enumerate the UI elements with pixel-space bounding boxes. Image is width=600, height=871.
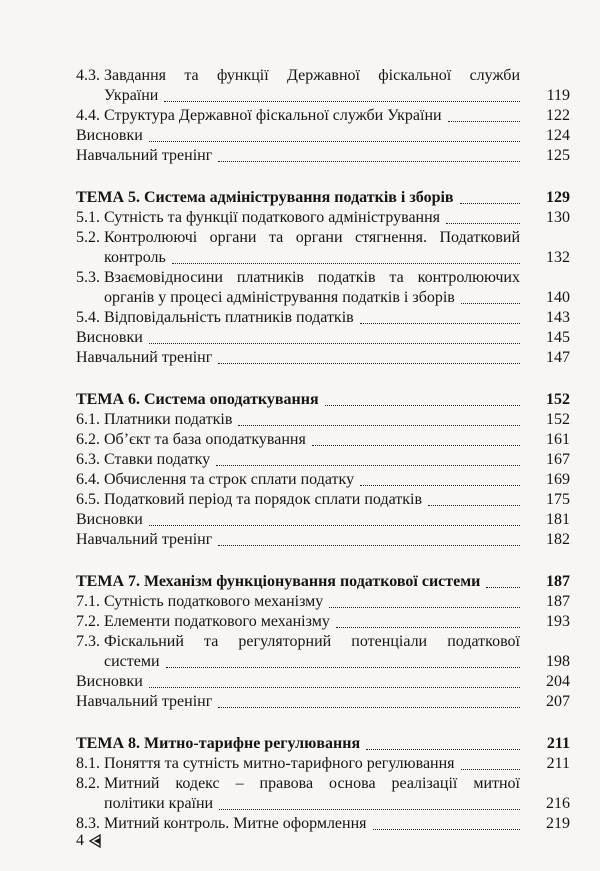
toc-entry-line	[76, 754, 570, 774]
toc-entry-line	[76, 794, 570, 814]
table-of-contents	[76, 66, 570, 834]
toc-entry-title: Висновки	[76, 329, 143, 346]
toc-entry-line	[76, 308, 570, 328]
toc-entry-title: Митний кодекс – правова основа реалізації митної	[104, 775, 520, 792]
dot-leader	[149, 141, 520, 142]
toc-topic-title: ТЕМА 7. Механізм функціонування податкової системи	[76, 573, 481, 590]
dot-leader	[166, 667, 520, 668]
toc-entry-title: Навчальний тренінг	[76, 693, 213, 710]
toc-entry-title-continued: України	[104, 87, 159, 104]
toc-entry-title: Платники податків	[104, 411, 233, 428]
dot-leader	[218, 545, 520, 546]
toc-entry	[76, 530, 570, 550]
dot-leader	[164, 101, 520, 102]
toc-entry	[76, 470, 570, 490]
toc-page-number: 198	[546, 653, 570, 670]
toc-page-number: 145	[546, 329, 570, 346]
dot-leader	[149, 343, 520, 344]
toc-entry-line	[76, 692, 570, 712]
toc-page-number: 211	[546, 755, 570, 772]
dot-leader	[218, 161, 520, 162]
toc-entry-title: Навчальний тренінг	[76, 349, 213, 366]
toc-entry	[76, 66, 570, 106]
dot-leader	[461, 303, 520, 304]
toc-entry-line	[76, 470, 570, 490]
toc-entry-line	[76, 672, 570, 692]
toc-entry-line	[76, 188, 570, 208]
dot-leader	[446, 223, 520, 224]
toc-entry-number: 8.3.	[76, 815, 100, 832]
toc-entry-title: Об’єкт та база оподаткування	[104, 431, 306, 448]
toc-entry-line	[76, 572, 570, 592]
toc-entry-line	[76, 530, 570, 550]
toc-entry	[76, 592, 570, 612]
toc-entry-line	[76, 146, 570, 166]
toc-entry-number: 4.4.	[76, 107, 100, 124]
toc-entry	[76, 208, 570, 228]
toc-entry-line	[76, 814, 570, 834]
toc-page-number: 211	[546, 735, 570, 752]
toc-entry-number: 5.1.	[76, 209, 100, 226]
toc-entry-title: Митний контроль. Митне оформлення	[104, 815, 367, 832]
toc-entry-number: 6.1.	[76, 411, 100, 428]
toc-entry	[76, 390, 570, 410]
toc-entry-title: Навчальний тренінг	[76, 147, 213, 164]
toc-page-number: 130	[546, 209, 570, 226]
dot-leader	[172, 263, 520, 264]
toc-entry-line	[76, 774, 570, 794]
toc-entry-line	[76, 390, 570, 410]
toc-entry-number: 7.1.	[76, 593, 100, 610]
toc-entry-line	[76, 208, 570, 228]
toc-entry-number: 7.2.	[76, 613, 100, 630]
toc-topic-title: ТЕМА 5. Система адміністрування податків і зборів	[76, 189, 454, 206]
dot-leader	[149, 525, 520, 526]
toc-entry	[76, 572, 570, 592]
toc-entry-title: Елементи податкового механізму	[104, 613, 330, 630]
dot-leader	[218, 363, 520, 364]
toc-entry-number: 6.3.	[76, 451, 100, 468]
dot-leader	[360, 485, 520, 486]
toc-entry-number: 7.3.	[76, 633, 100, 650]
toc-entry	[76, 126, 570, 146]
toc-entry	[76, 268, 570, 308]
toc-page-number: 122	[546, 107, 570, 124]
toc-page-number: 124	[546, 127, 570, 144]
dot-leader	[238, 425, 520, 426]
toc-entry	[76, 450, 570, 470]
toc-entry-title: Завдання та функції Державної фіскальної служби	[104, 67, 520, 84]
toc-entry-title: Обчислення та строк сплати податку	[104, 471, 355, 488]
page-footer	[76, 832, 102, 850]
dot-leader	[428, 505, 520, 506]
dot-leader	[360, 323, 520, 324]
toc-entry-title-continued: політики країни	[104, 795, 214, 812]
toc-entry-title-continued: органів у процесі адміністрування податків і зборів	[104, 289, 455, 306]
toc-page-number: 169	[546, 471, 570, 488]
toc-entry	[76, 510, 570, 530]
dot-leader	[366, 749, 520, 750]
toc-page-number: 152	[546, 391, 570, 408]
toc-entry-number: 6.2.	[76, 431, 100, 448]
toc-entry-number: 4.3.	[76, 67, 100, 84]
toc-entry-number: 5.3.	[76, 269, 100, 286]
toc-entry-line	[76, 268, 570, 288]
toc-entry	[76, 430, 570, 450]
toc-page-number: 175	[546, 491, 570, 508]
toc-entry-line	[76, 450, 570, 470]
toc-entry-line	[76, 86, 570, 106]
toc-entry-title: Сутність та функції податкового адміністрування	[104, 209, 441, 226]
toc-entry-number: 6.4.	[76, 471, 100, 488]
toc-entry-line	[76, 490, 570, 510]
toc-entry-line	[76, 248, 570, 268]
dot-leader	[219, 809, 520, 810]
toc-entry-line	[76, 288, 570, 308]
toc-entry	[76, 146, 570, 166]
toc-page-number: 125	[546, 147, 570, 164]
toc-entry-title: Фіскальний та регуляторний потенціали податкової	[104, 633, 520, 650]
toc-entry-title-continued: контроль	[104, 249, 166, 266]
dot-leader	[329, 607, 520, 608]
toc-entry	[76, 490, 570, 510]
toc-page-number: 216	[546, 795, 570, 812]
toc-page-number: 187	[546, 573, 570, 590]
triangle-arrow-icon	[88, 834, 102, 848]
toc-entry-line	[76, 348, 570, 368]
toc-page-number: 193	[546, 613, 570, 630]
toc-page-number: 129	[546, 189, 570, 206]
toc-page-number: 119	[546, 87, 570, 104]
toc-page-number: 161	[546, 431, 570, 448]
toc-entry	[76, 188, 570, 208]
toc-entry	[76, 328, 570, 348]
toc-entry-title: Ставки податку	[104, 451, 211, 468]
dot-leader	[373, 829, 520, 830]
toc-entry-title: Структура Державної фіскальної служби України	[104, 107, 442, 124]
toc-page-number: 152	[546, 411, 570, 428]
toc-entry-line	[76, 126, 570, 146]
toc-entry-line	[76, 106, 570, 126]
toc-entry-number: 6.5.	[76, 491, 100, 508]
toc-entry-title: Контролюючі органи та органи стягнення. Податковий	[104, 229, 520, 246]
dot-leader	[325, 405, 520, 406]
dot-leader	[448, 121, 520, 122]
toc-entry	[76, 774, 570, 814]
toc-page-number: 167	[546, 451, 570, 468]
toc-entry-number: 8.2.	[76, 775, 100, 792]
toc-entry	[76, 814, 570, 834]
dot-leader	[149, 687, 520, 688]
toc-entry-title: Податковий період та порядок сплати податків	[104, 491, 423, 508]
toc-entry-line	[76, 228, 570, 248]
toc-entry	[76, 672, 570, 692]
toc-entry	[76, 754, 570, 774]
toc-entry-title: Висновки	[76, 127, 143, 144]
toc-page-number: 132	[546, 249, 570, 266]
toc-page-number: 207	[546, 693, 570, 710]
toc-page-number: 181	[546, 511, 570, 528]
dot-leader	[312, 445, 520, 446]
dot-leader	[336, 627, 520, 628]
dot-leader	[218, 707, 520, 708]
toc-page-number: 143	[546, 309, 570, 326]
toc-entry	[76, 734, 570, 754]
toc-entry	[76, 348, 570, 368]
toc-entry	[76, 410, 570, 430]
dot-leader	[216, 465, 520, 466]
toc-entry-title: Взаємовідносини платників податків та контролюючих	[104, 269, 520, 286]
toc-entry-line	[76, 510, 570, 530]
toc-entry	[76, 228, 570, 268]
toc-page-number: 219	[546, 815, 570, 832]
page-number: 4	[76, 832, 84, 849]
toc-entry-line	[76, 652, 570, 672]
toc-entry	[76, 612, 570, 632]
toc-entry-line	[76, 612, 570, 632]
toc-page-number: 187	[546, 593, 570, 610]
toc-entry-line	[76, 66, 570, 86]
toc-entry-number: 5.4.	[76, 309, 100, 326]
toc-entry-line	[76, 430, 570, 450]
dot-leader	[460, 203, 520, 204]
toc-entry-line	[76, 734, 570, 754]
toc-entry-line	[76, 410, 570, 430]
toc-page-number: 204	[546, 673, 570, 690]
toc-entry-title: Висновки	[76, 673, 143, 690]
toc-entry	[76, 106, 570, 126]
toc-entry	[76, 692, 570, 712]
toc-entry-number: 5.2.	[76, 229, 100, 246]
toc-page-number: 182	[546, 531, 570, 548]
toc-entry-title: Висновки	[76, 511, 143, 528]
toc-topic-title: ТЕМА 6. Система оподаткування	[76, 391, 319, 408]
toc-entry-title: Навчальний тренінг	[76, 531, 213, 548]
toc-entry-line	[76, 328, 570, 348]
toc-entry-title: Сутність податкового механізму	[104, 593, 324, 610]
toc-entry-line	[76, 632, 570, 652]
toc-entry-title: Поняття та сутність митно-тарифного регулювання	[104, 755, 455, 772]
toc-entry-number: 8.1.	[76, 755, 100, 772]
toc-entry	[76, 308, 570, 328]
toc-entry	[76, 632, 570, 672]
toc-page-number: 140	[546, 289, 570, 306]
dot-leader	[461, 769, 520, 770]
toc-entry-line	[76, 592, 570, 612]
toc-page-number: 147	[546, 349, 570, 366]
dot-leader	[486, 587, 520, 588]
toc-topic-title: ТЕМА 8. Митно-тарифне регулювання	[76, 735, 361, 752]
toc-entry-title-continued: системи	[104, 653, 160, 670]
toc-entry-title: Відповідальність платників податків	[104, 309, 354, 326]
